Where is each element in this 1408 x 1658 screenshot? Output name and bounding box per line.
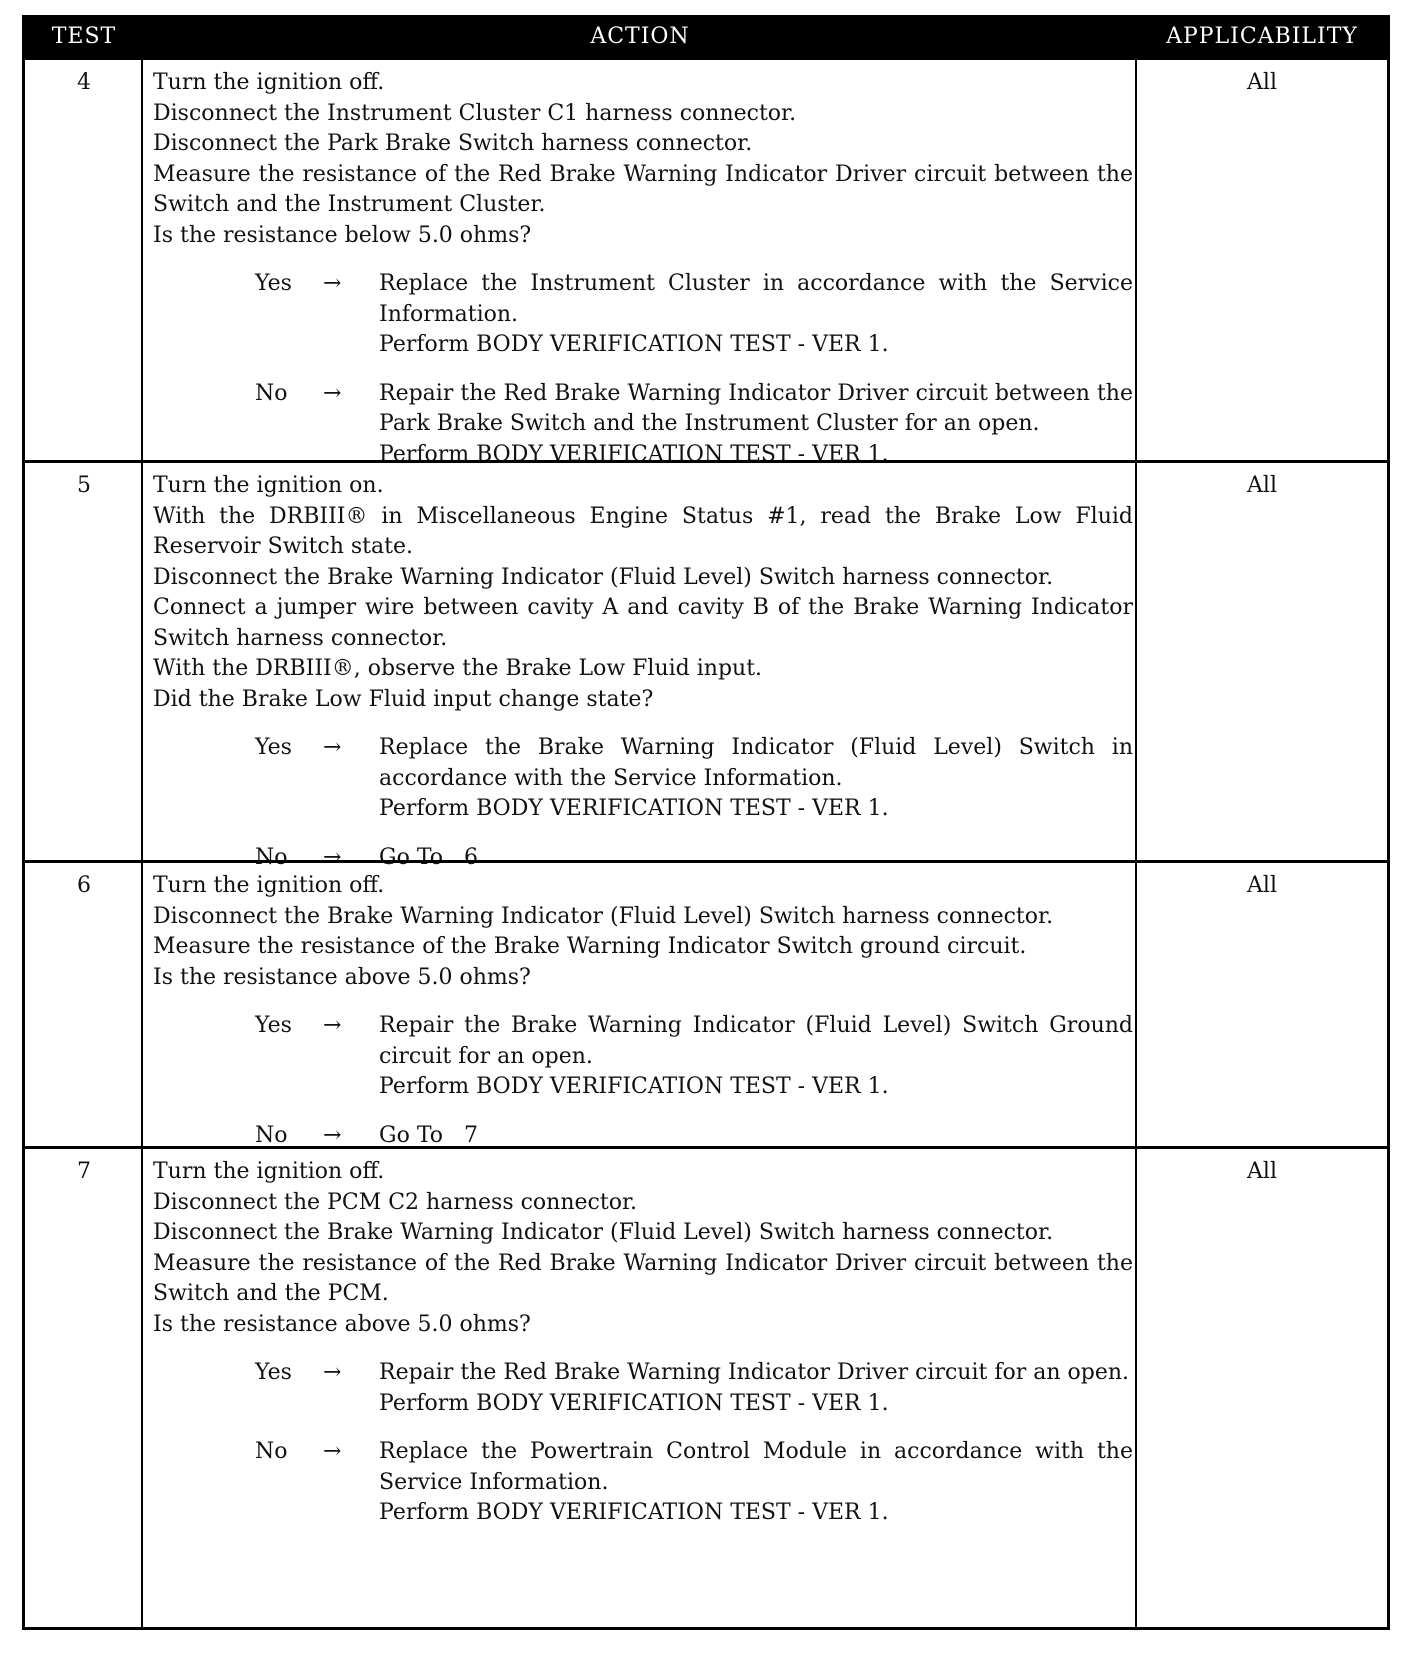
- branch-text: Go To 6: [379, 844, 478, 870]
- table-row: [25, 60, 1387, 467]
- arrow-icon: →: [323, 1122, 342, 1148]
- yes-branch: [153, 1011, 1133, 1103]
- action-line: Disconnect the Brake Warning Indicator (Fluid Level) Switch harness connector.: [153, 564, 1054, 590]
- action-cell: [153, 871, 1133, 1151]
- action-line: Turn the ignition on.: [153, 473, 384, 498]
- table-row: [25, 1146, 1387, 1627]
- action-line: Turn the ignition off.: [153, 70, 385, 95]
- action-cell: [153, 1157, 1133, 1529]
- yes-label: Yes: [255, 1360, 292, 1385]
- no-label: No: [255, 844, 288, 870]
- applicability-value: All: [1247, 1159, 1277, 1184]
- arrow-icon: →: [323, 1360, 342, 1385]
- branch-text: Go To 7: [379, 1122, 478, 1148]
- yes-branch: [153, 733, 1133, 825]
- yes-label: Yes: [255, 1013, 292, 1038]
- action-line: Is the resistance above 5.0 ohms?: [153, 1311, 531, 1337]
- branch-text: Replace the Brake Warning Indicator (Fluid Level) Switch in accordance with the Service Information.: [379, 735, 1133, 791]
- yes-label: Yes: [255, 271, 292, 296]
- action-line: Measure the resistance of the Red Brake Warning Indicator Driver circuit between the Switch and the Instrument Cluster.: [153, 161, 1133, 217]
- arrow-icon: →: [323, 844, 342, 870]
- test-number: 7: [77, 1159, 91, 1184]
- table-row: [25, 860, 1387, 1146]
- no-branch: [153, 1437, 1133, 1529]
- applicability-value: All: [1247, 873, 1277, 898]
- branch-perform: Perform BODY VERIFICATION TEST - VER 1.: [379, 1500, 889, 1525]
- arrow-icon: →: [323, 1013, 342, 1038]
- action-line: Disconnect the PCM C2 harness connector.: [153, 1189, 638, 1215]
- branch-perform: Perform BODY VERIFICATION TEST - VER 1.: [379, 1074, 889, 1099]
- header-test: TEST: [51, 24, 117, 49]
- action-line: Disconnect the Park Brake Switch harness connector.: [153, 131, 753, 156]
- action-line: Measure the resistance of the Red Brake Warning Indicator Driver circuit between the Switch and the PCM.: [153, 1250, 1133, 1306]
- branch-text: Replace the Instrument Cluster in accordance with the Service Information.: [379, 271, 1133, 327]
- branch-text: Repair the Red Brake Warning Indicator Driver circuit between the Park Brake Switch and the Instrument Cluster for an open.: [379, 380, 1133, 436]
- no-label: No: [255, 1439, 288, 1464]
- arrow-icon: →: [323, 271, 342, 296]
- branch-perform: Perform BODY VERIFICATION TEST - VER 1.: [379, 332, 889, 357]
- no-label: No: [255, 380, 288, 406]
- header-applicability: APPLICABILITY: [1166, 24, 1358, 49]
- action-line: With the DRBIII® in Miscellaneous Engine Status #1, read the Brake Low Fluid Reservoir Switch state.: [153, 503, 1133, 559]
- applicability-value: All: [1247, 70, 1277, 95]
- branch-perform: Perform BODY VERIFICATION TEST - VER 1.: [379, 1390, 889, 1416]
- action-line: Did the Brake Low Fluid input change state?: [153, 686, 654, 712]
- action-line: Disconnect the Instrument Cluster C1 harness connector.: [153, 100, 797, 126]
- action-line: Disconnect the Brake Warning Indicator (Fluid Level) Switch harness connector.: [153, 1220, 1054, 1245]
- arrow-icon: →: [323, 735, 342, 760]
- no-branch: [153, 379, 1133, 471]
- yes-branch: [153, 1358, 1133, 1419]
- branch-text: Replace the Powertrain Control Module in accordance with the Service Information.: [379, 1439, 1133, 1495]
- diagnostic-test-table: [22, 15, 1390, 1630]
- branch-perform: Perform BODY VERIFICATION TEST - VER 1.: [379, 796, 889, 821]
- no-label: No: [255, 1122, 288, 1148]
- action-line: Is the resistance below 5.0 ohms?: [153, 222, 532, 248]
- branch-perform: Perform BODY VERIFICATION TEST - VER 1.: [379, 441, 889, 467]
- action-line: Turn the ignition off.: [153, 873, 385, 898]
- action-line: Connect a jumper wire between cavity A and cavity B of the Brake Warning Indicator Switch harness connector.: [153, 595, 1133, 651]
- action-line: With the DRBIII®, observe the Brake Low Fluid input.: [153, 656, 763, 681]
- test-number: 5: [77, 473, 91, 498]
- test-number: 4: [77, 70, 91, 95]
- applicability-value: All: [1247, 473, 1277, 498]
- yes-branch: [153, 269, 1133, 361]
- table-row: [25, 460, 1387, 870]
- table-header: [25, 18, 1387, 60]
- action-line: Turn the ignition off.: [153, 1159, 385, 1184]
- yes-label: Yes: [255, 735, 292, 760]
- action-cell: [153, 68, 1133, 470]
- branch-text: Repair the Red Brake Warning Indicator Driver circuit for an open.: [379, 1360, 1130, 1385]
- action-line: Disconnect the Brake Warning Indicator (Fluid Level) Switch harness connector.: [153, 903, 1054, 929]
- action-line: Measure the resistance of the Brake Warning Indicator Switch ground circuit.: [153, 934, 1027, 959]
- action-cell: [153, 471, 1133, 873]
- action-line: Is the resistance above 5.0 ohms?: [153, 964, 531, 990]
- header-action: ACTION: [590, 24, 690, 49]
- arrow-icon: →: [323, 1439, 342, 1464]
- arrow-icon: →: [323, 380, 342, 406]
- branch-text: Repair the Brake Warning Indicator (Fluid Level) Switch Ground circuit for an open.: [379, 1013, 1133, 1069]
- test-number: 6: [77, 873, 91, 898]
